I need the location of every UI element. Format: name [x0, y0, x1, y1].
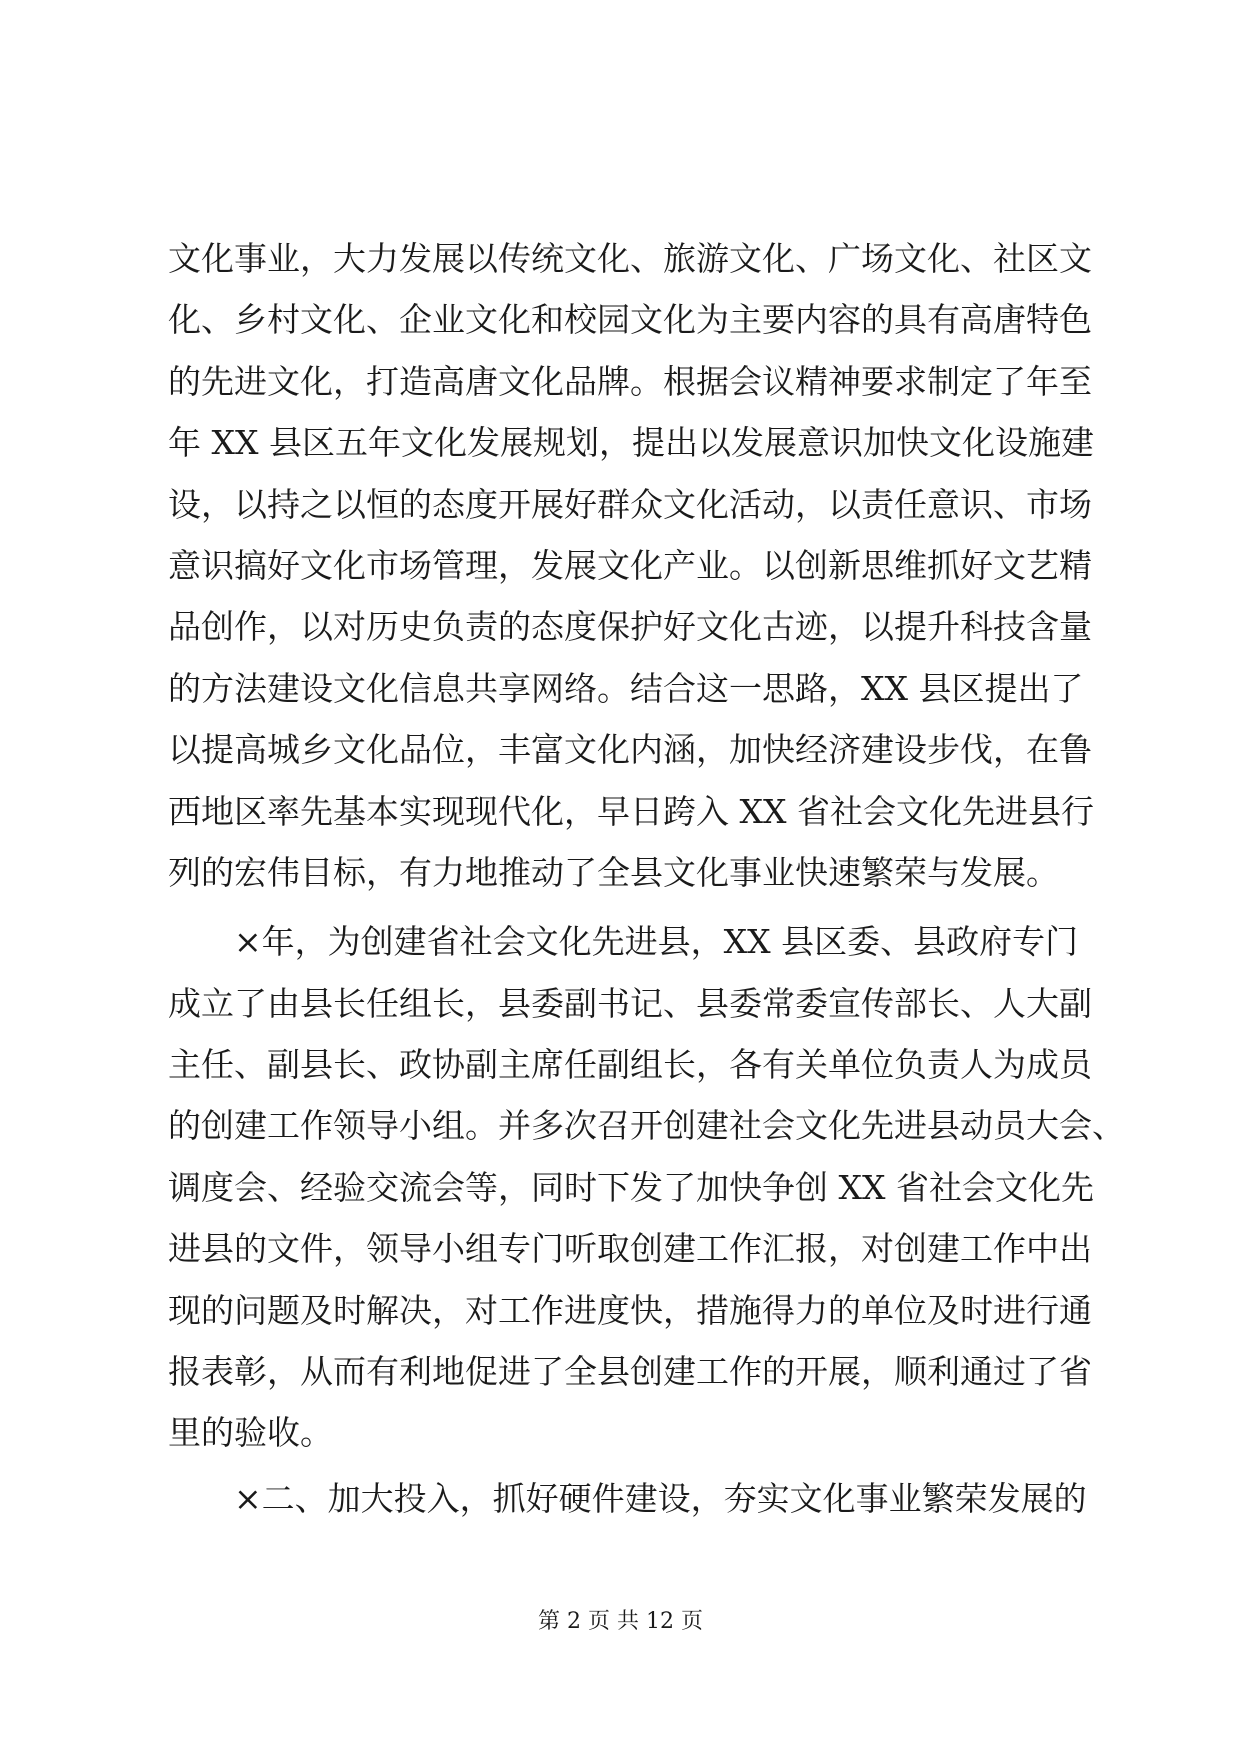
text-line: 品创作，以对历史负责的态度保护好文化古迹，以提升科技含量	[168, 607, 1092, 647]
document-body	[168, 228, 1125, 1529]
text-line: 的先进文化，打造高唐文化品牌。根据会议精神要求制定了年至	[168, 361, 1092, 401]
text-line: 年 XX 县区五年文化发展规划，提出以发展意识加快文化设施建	[168, 423, 1094, 463]
text-line: 的创建工作领导小组。并多次召开创建社会文化先进县动员大会、	[168, 1106, 1125, 1146]
paragraph-2	[168, 911, 1125, 1464]
text-line: ×二、加大投入，抓好硬件建设，夯实文化事业繁荣发展的	[234, 1478, 1087, 1518]
text-line: 成立了由县长任组长，县委副书记、县委常委宣传部长、人大副	[168, 983, 1092, 1023]
text-line: 报表彰，从而有利地促进了全县创建工作的开展，顺利通过了省	[168, 1352, 1092, 1392]
text-line: 调度会、经验交流会等，同时下发了加快争创 XX 省社会文化先	[168, 1167, 1094, 1207]
paragraph-1	[168, 228, 1094, 903]
text-line: 主任、副县长、政协副主席任副组长，各有关单位负责人为成员	[168, 1045, 1092, 1085]
text-line: 现的问题及时解决，对工作进度快，措施得力的单位及时进行通	[168, 1290, 1092, 1330]
text-line: 化、乡村文化、企业文化和校园文化为主要内容的具有高唐特色	[168, 300, 1092, 340]
text-line: 以提高城乡文化品位，丰富文化内涵，加快经济建设步伐，在鲁	[168, 730, 1092, 770]
text-line: 的方法建设文化信息共享网络。结合这一思路，XX 县区提出了	[168, 668, 1084, 708]
paragraph-3	[168, 1468, 1087, 1529]
text-line: 西地区率先基本实现现代化，早日跨入 XX 省社会文化先进县行	[168, 791, 1094, 831]
text-line: 列的宏伟目标，有力地推动了全县文化事业快速繁荣与发展。	[168, 852, 1059, 892]
text-line: 进县的文件，领导小组专门听取创建工作汇报，对创建工作中出	[168, 1229, 1092, 1269]
text-line: ×年，为创建省社会文化先进县，XX 县区委、县政府专门	[234, 922, 1079, 962]
page-number-footer: 第 2 页 共 12 页	[538, 1609, 703, 1634]
text-line: 设，以持之以恒的态度开展好群众文化活动，以责任意识、市场	[168, 484, 1092, 524]
text-line: 里的验收。	[168, 1413, 333, 1453]
text-line: 意识搞好文化市场管理，发展文化产业。以创新思维抓好文艺精	[168, 545, 1092, 585]
text-line: 文化事业，大力发展以传统文化、旅游文化、广场文化、社区文	[168, 239, 1092, 278]
